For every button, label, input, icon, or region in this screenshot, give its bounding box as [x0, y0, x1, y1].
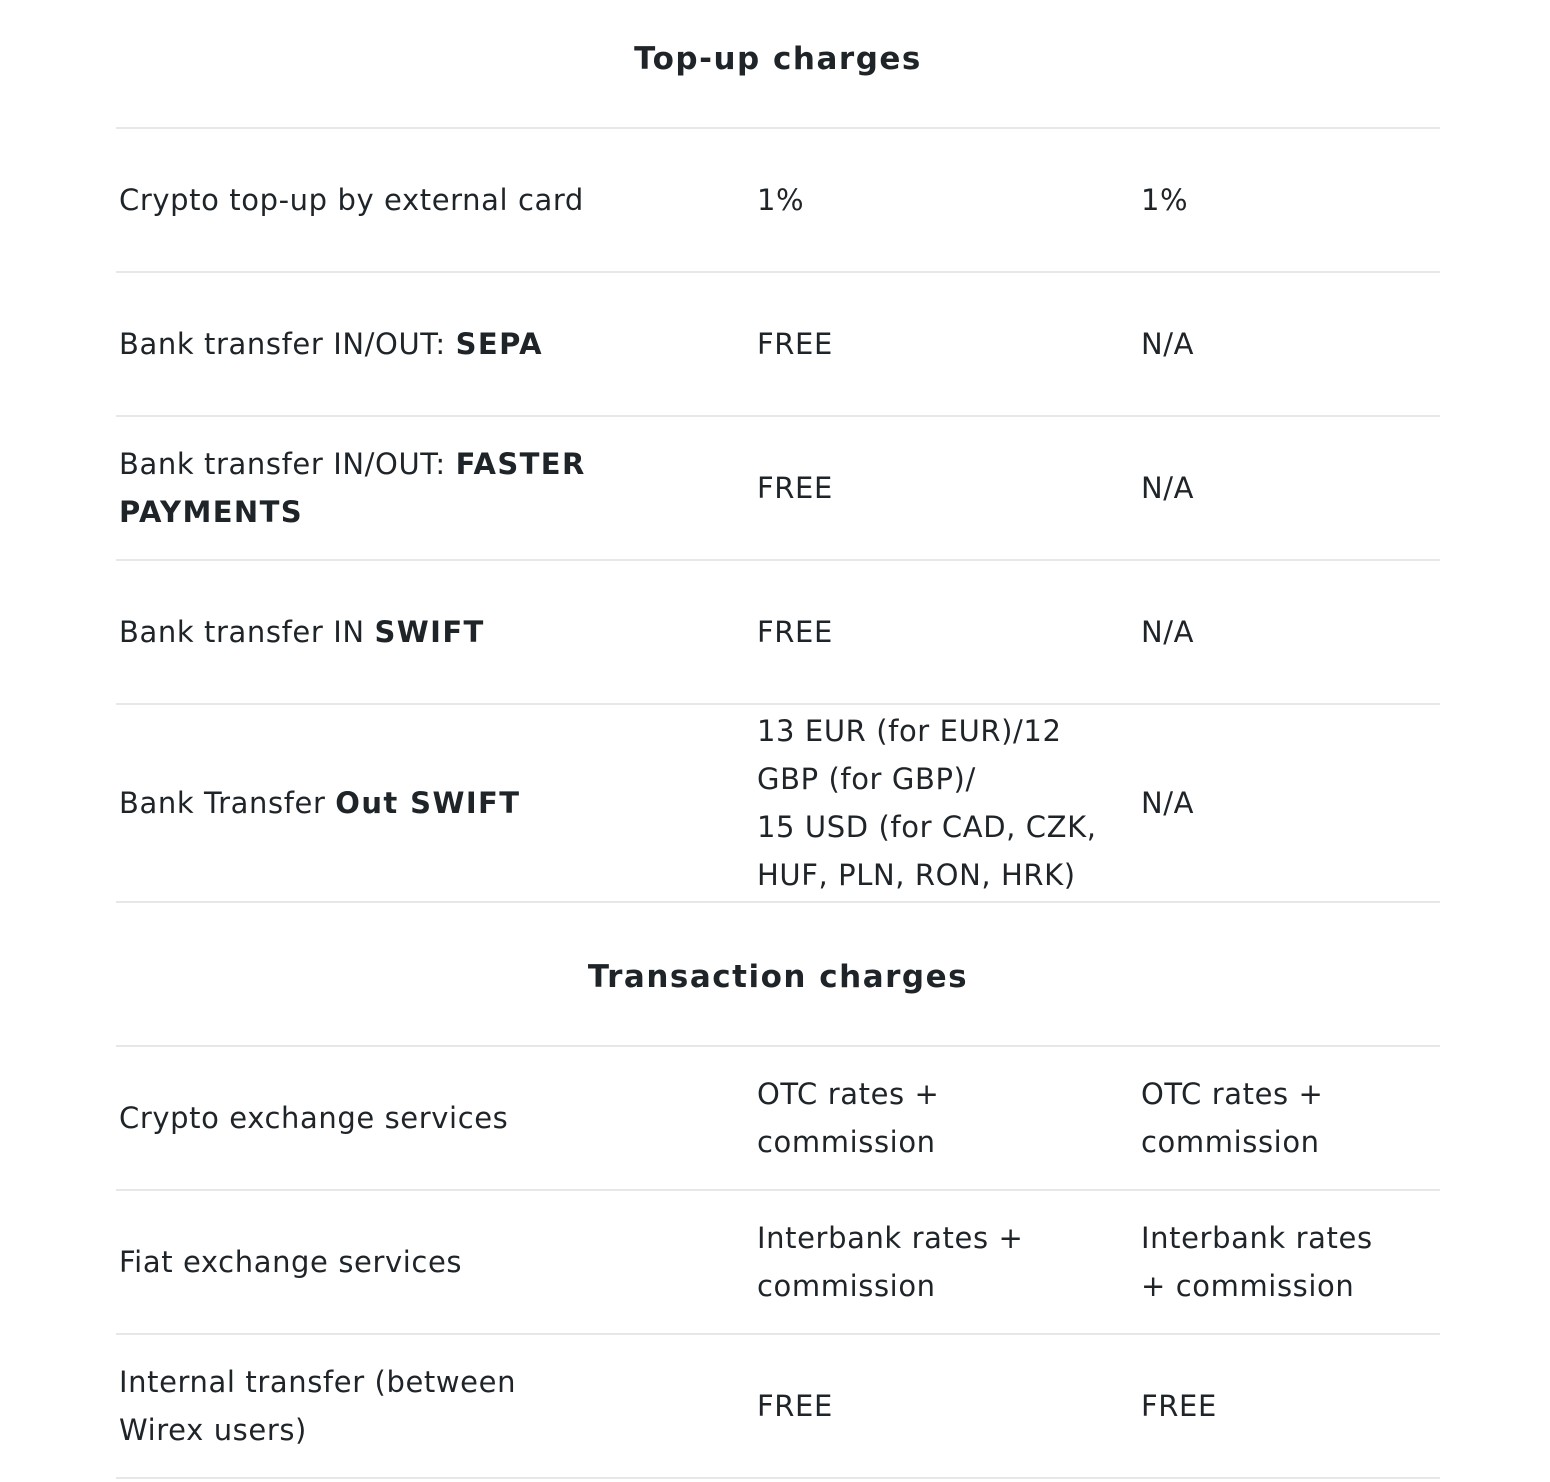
- fee-label: Crypto exchange services: [119, 1101, 509, 1135]
- table-row: [116, 1335, 1440, 1479]
- table-row: [116, 1047, 1440, 1191]
- table-row: [116, 1191, 1440, 1335]
- fee-value: N/A: [1141, 471, 1195, 505]
- fee-value: 13 EUR (for EUR)/12 GBP (for GBP)/ 15 USD (for CAD, CZK, HUF, PLN, RON, HRK): [757, 714, 1097, 892]
- fee-value: FREE: [1141, 1389, 1217, 1423]
- transaction-charges-heading: Transaction charges: [587, 959, 969, 995]
- fee-label: Crypto top-up by external card: [119, 183, 584, 217]
- table-row: [116, 705, 1440, 903]
- fee-value: Interbank rates + commission: [1141, 1221, 1373, 1303]
- fee-value: FREE: [757, 1389, 833, 1423]
- topup-charges-table: [116, 127, 1440, 903]
- fee-value: 1%: [1141, 183, 1189, 217]
- fee-value: Interbank rates + commission: [757, 1221, 1024, 1303]
- fee-label: Fiat exchange services: [119, 1245, 463, 1279]
- fee-value: FREE: [757, 327, 833, 361]
- fee-value: FREE: [757, 471, 833, 505]
- fee-label: Bank transfer IN SWIFT: [119, 615, 485, 649]
- fee-value: OTC rates + commission: [1141, 1077, 1324, 1159]
- fee-value: N/A: [1141, 786, 1195, 820]
- table-row: [116, 561, 1440, 705]
- table-row: [116, 129, 1440, 273]
- fee-value: FREE: [757, 615, 833, 649]
- fee-label: Internal transfer (between Wirex users): [119, 1365, 517, 1447]
- fee-label: Bank Transfer Out SWIFT: [119, 786, 521, 820]
- fee-value: OTC rates + commission: [757, 1077, 940, 1159]
- fee-label: Bank transfer IN/OUT: FASTER PAYMENTS: [119, 447, 586, 529]
- table-row: [116, 417, 1440, 561]
- fee-label: Bank transfer IN/OUT: SEPA: [119, 327, 543, 361]
- table-row: [116, 273, 1440, 417]
- fee-value: N/A: [1141, 327, 1195, 361]
- fee-value: N/A: [1141, 615, 1195, 649]
- fee-value: 1%: [757, 183, 805, 217]
- topup-charges-heading: Top-up charges: [634, 41, 922, 77]
- transaction-charges-table: [116, 1045, 1440, 1479]
